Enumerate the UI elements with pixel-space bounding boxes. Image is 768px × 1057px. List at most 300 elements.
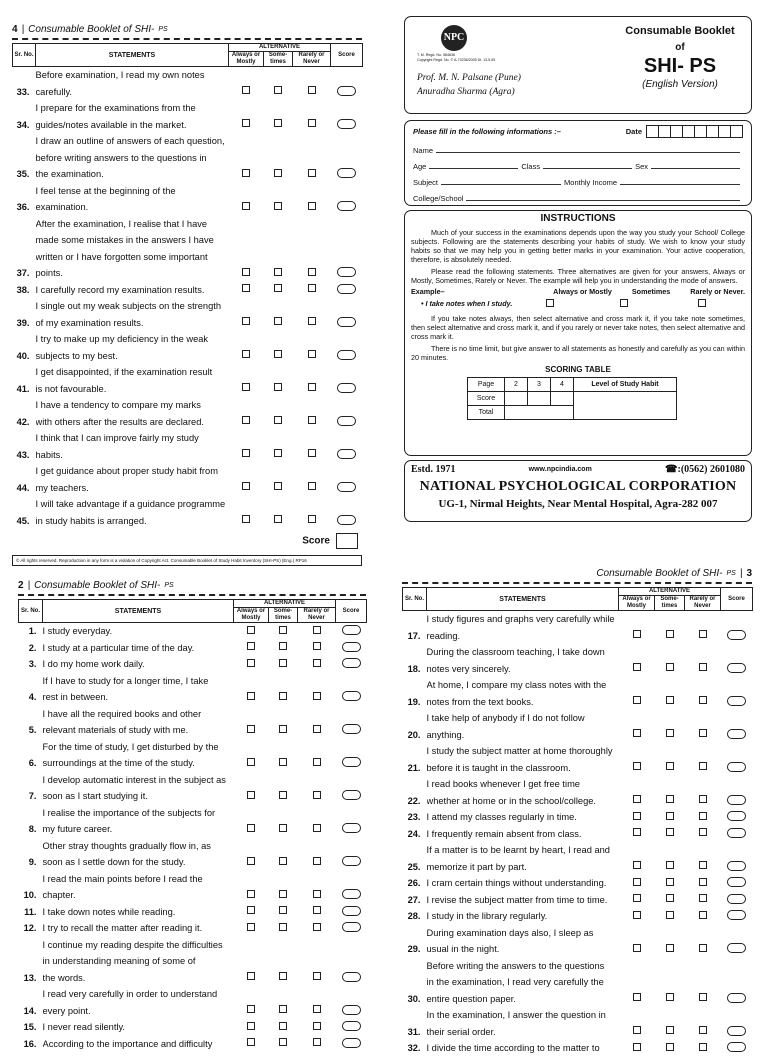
checkbox-sometimes[interactable] [279, 758, 287, 766]
score-oval[interactable] [337, 416, 356, 426]
score-oval[interactable] [342, 856, 361, 866]
checkbox-sometimes[interactable] [279, 972, 287, 980]
score-oval[interactable] [727, 630, 746, 640]
authors [417, 71, 521, 99]
checkbox-always[interactable] [242, 449, 250, 457]
option-cell [655, 644, 685, 677]
question-text [427, 809, 619, 826]
checkbox-always[interactable] [633, 630, 641, 638]
checkbox-sometimes[interactable] [279, 923, 287, 931]
checkbox-always[interactable] [247, 791, 255, 799]
score-oval[interactable] [342, 625, 361, 635]
checkbox-sometimes[interactable] [279, 659, 287, 667]
checkbox-always[interactable] [247, 824, 255, 832]
publisher-name: NATIONAL PSYCHOLOGICAL CORPORATION [419, 479, 737, 494]
score-oval[interactable] [727, 696, 746, 706]
checkbox-sometimes[interactable] [666, 762, 674, 770]
score-cell [336, 838, 367, 871]
checkbox-rarely[interactable] [699, 911, 707, 919]
question-line: I have all the required books and other [42, 708, 202, 719]
checkbox-rarely[interactable] [699, 1026, 707, 1034]
score-oval[interactable] [727, 663, 746, 673]
score-oval[interactable] [727, 993, 746, 1003]
checkbox-always[interactable] [633, 663, 641, 671]
example-checkbox-always[interactable] [546, 299, 554, 307]
option-cell [655, 925, 685, 958]
question-row [13, 298, 363, 331]
score-oval[interactable] [342, 642, 361, 652]
rarely-header: Rarely or Never [685, 596, 721, 611]
question-line: entire question paper. [426, 993, 516, 1004]
checkbox-rarely[interactable] [313, 824, 321, 832]
score-oval[interactable] [727, 1026, 746, 1036]
score-oval[interactable] [337, 350, 356, 360]
checkbox-always[interactable] [633, 861, 641, 869]
sometimes-header: Some- times [655, 596, 685, 611]
question-text [36, 282, 229, 299]
checkbox-sometimes[interactable] [279, 1038, 287, 1046]
checkbox-rarely[interactable] [313, 1022, 321, 1030]
checkbox-sometimes[interactable] [666, 861, 674, 869]
checkbox-sometimes[interactable] [274, 482, 282, 490]
checkbox-always[interactable] [247, 923, 255, 931]
checkbox-always[interactable] [247, 857, 255, 865]
question-line: Before writing the answers to the questions [426, 960, 605, 971]
checkbox-always[interactable] [242, 119, 250, 127]
checkbox-sometimes[interactable] [279, 642, 287, 650]
checkbox-always[interactable] [242, 383, 250, 391]
checkbox-always[interactable] [247, 725, 255, 733]
score-oval[interactable] [727, 894, 746, 904]
checkbox-rarely[interactable] [313, 923, 321, 931]
score-cell [721, 908, 753, 925]
question-row [403, 776, 753, 809]
question-line: If I have to study for a longer time, I take [42, 675, 209, 686]
author-2: Anuradha Sharma (Agra) [417, 87, 515, 97]
score-oval[interactable] [342, 691, 361, 701]
checkbox-rarely[interactable] [699, 1043, 707, 1051]
checkbox-rarely[interactable] [313, 642, 321, 650]
question-line: I realise the importance of the subjects for [42, 807, 216, 818]
option-cell [229, 496, 264, 529]
checkbox-always[interactable] [633, 894, 641, 902]
checkbox-rarely[interactable] [308, 202, 316, 210]
option-cell [264, 463, 293, 496]
checkbox-always[interactable] [242, 169, 250, 177]
checkbox-sometimes[interactable] [274, 515, 282, 523]
score-cell-4[interactable] [551, 392, 574, 406]
checkbox-sometimes[interactable] [279, 824, 287, 832]
checkbox-always[interactable] [633, 762, 641, 770]
question-line: before writing answers to the questions in [35, 152, 207, 163]
income-field[interactable] [620, 184, 740, 185]
checkbox-always[interactable] [633, 1026, 641, 1034]
question-row [403, 842, 753, 875]
score-oval[interactable] [342, 1038, 361, 1048]
checkbox-sometimes[interactable] [666, 878, 674, 886]
checkbox-rarely[interactable] [313, 758, 321, 766]
score-oval[interactable] [342, 1005, 361, 1015]
option-cell [685, 892, 721, 909]
class-field[interactable] [543, 168, 632, 169]
score-oval[interactable] [727, 1042, 746, 1052]
question-line: their serial order. [426, 1026, 496, 1037]
question-number: 16. [23, 1038, 37, 1049]
question-number: 36. [16, 202, 30, 212]
score-cell [336, 1036, 367, 1053]
page-2 [18, 578, 366, 1052]
score-cell-3[interactable] [528, 392, 551, 406]
question-number: 2. [28, 642, 37, 653]
score-oval[interactable] [342, 790, 361, 800]
subject-field[interactable] [441, 184, 561, 185]
question-number: 19. [407, 696, 421, 707]
checkbox-always[interactable] [242, 482, 250, 490]
checkbox-always[interactable] [633, 993, 641, 1001]
instruction-para-2: Please read the following statements. Three alternatives are given for your answers, Always or Mostly, Sometimes, Rarely or Never. The example will help you in understanding the mode of answers. [411, 267, 745, 285]
checkbox-sometimes[interactable] [666, 795, 674, 803]
checkbox-sometimes[interactable] [666, 944, 674, 952]
option-cell [269, 656, 298, 673]
checkbox-always[interactable] [247, 890, 255, 898]
score-oval[interactable] [337, 515, 356, 525]
score-oval[interactable] [337, 201, 356, 211]
question-line: soon as I start studying it. [42, 791, 148, 801]
question-line: reading. [426, 630, 461, 641]
option-cell [234, 739, 269, 772]
checkbox-always[interactable] [242, 416, 250, 424]
score-cell [721, 743, 753, 776]
checkbox-always[interactable] [633, 812, 641, 820]
checkbox-rarely[interactable] [313, 1038, 321, 1046]
score-oval[interactable] [337, 86, 356, 96]
page-header: Consumable Booklet of SHI- PS | 3 [596, 567, 752, 579]
option-cell [264, 100, 293, 133]
checkbox-always[interactable] [247, 659, 255, 667]
checkbox-sometimes[interactable] [274, 119, 282, 127]
name-field[interactable] [413, 139, 743, 155]
college-field[interactable] [413, 187, 743, 203]
checkbox-sometimes[interactable] [666, 911, 674, 919]
sex-field[interactable] [651, 168, 740, 169]
checkbox-always[interactable] [633, 1043, 641, 1051]
score-oval[interactable] [337, 284, 356, 294]
checkbox-sometimes[interactable] [666, 993, 674, 1001]
checkbox-rarely[interactable] [308, 284, 316, 292]
checkbox-rarely[interactable] [699, 795, 707, 803]
scoring-table [467, 377, 677, 420]
question-number: 31. [407, 1026, 421, 1037]
checkbox-rarely[interactable] [699, 894, 707, 902]
score-cell [336, 739, 367, 772]
score-header: Score [336, 600, 367, 623]
checkbox-rarely[interactable] [308, 317, 316, 325]
example-checkbox-sometimes[interactable] [620, 299, 628, 307]
option-cell [269, 739, 298, 772]
checkbox-always[interactable] [247, 1022, 255, 1030]
question-row [13, 183, 363, 216]
checkbox-sometimes[interactable] [279, 890, 287, 898]
checkbox-sometimes[interactable] [666, 630, 674, 638]
score-oval[interactable] [727, 877, 746, 887]
question-row [13, 496, 363, 529]
score-oval[interactable] [342, 972, 361, 982]
question-row [403, 710, 753, 743]
question-line: According to the importance and difficulty [42, 1038, 213, 1049]
score-cell [721, 925, 753, 958]
checkbox-rarely[interactable] [699, 762, 707, 770]
checkbox-sometimes[interactable] [279, 857, 287, 865]
copyright-footer: © All rights reserved. Reproduction in any form is a violation of Copyright Act. Consumable Booklet of Study Habit Inventory (SHI-PS) (Eng.) RP16 [12, 555, 362, 566]
statements-header: STATEMENTS [427, 588, 619, 611]
checkbox-rarely[interactable] [699, 812, 707, 820]
score-oval[interactable] [727, 795, 746, 805]
score-cell [721, 809, 753, 826]
score-oval[interactable] [337, 317, 356, 327]
checkbox-rarely[interactable] [313, 972, 321, 980]
checkbox-rarely[interactable] [699, 630, 707, 638]
date-boxes[interactable] [646, 125, 743, 138]
score-oval[interactable] [727, 861, 746, 871]
checkbox-always[interactable] [633, 795, 641, 803]
question-text [36, 397, 229, 430]
checkbox-always[interactable] [633, 878, 641, 886]
question-line: During the classroom teaching, I take down [426, 647, 605, 657]
option-cell [269, 986, 298, 1019]
checkbox-sometimes[interactable] [279, 725, 287, 733]
question-row [19, 1019, 367, 1036]
checkbox-sometimes[interactable] [274, 416, 282, 424]
score-box[interactable] [336, 533, 358, 549]
checkbox-rarely[interactable] [699, 729, 707, 737]
checkbox-always[interactable] [247, 642, 255, 650]
checkbox-always[interactable] [633, 828, 641, 836]
score-oval[interactable] [342, 889, 361, 899]
checkbox-sometimes[interactable] [274, 202, 282, 210]
checkbox-sometimes[interactable] [279, 626, 287, 634]
age-field[interactable] [429, 168, 518, 169]
checkbox-always[interactable] [242, 317, 250, 325]
registration-info [417, 53, 495, 62]
checkbox-rarely[interactable] [699, 663, 707, 671]
question-number: 10. [23, 890, 37, 900]
question-line: usual in the night. [426, 944, 500, 954]
score-header: Score [721, 588, 753, 611]
checkbox-rarely[interactable] [308, 515, 316, 523]
question-line: I think that I can improve fairly my study habits. [35, 433, 199, 460]
checkbox-always[interactable] [247, 1005, 255, 1013]
checkbox-always[interactable] [242, 86, 250, 94]
question-text [427, 842, 619, 875]
score-oval[interactable] [727, 910, 746, 920]
checkbox-rarely[interactable] [313, 1005, 321, 1013]
question-line: If a matter is to be learnt by heart, I read and [426, 845, 610, 855]
checkbox-sometimes[interactable] [279, 791, 287, 799]
checkbox-rarely[interactable] [699, 861, 707, 869]
checkbox-always[interactable] [242, 515, 250, 523]
checkbox-rarely[interactable] [313, 725, 321, 733]
checkbox-sometimes[interactable] [274, 317, 282, 325]
checkbox-always[interactable] [247, 972, 255, 980]
checkbox-sometimes[interactable] [274, 284, 282, 292]
checkbox-sometimes[interactable] [274, 169, 282, 177]
checkbox-always[interactable] [242, 268, 250, 276]
checkbox-rarely[interactable] [313, 857, 321, 865]
score-cell-2[interactable] [505, 392, 528, 406]
checkbox-always[interactable] [247, 758, 255, 766]
question-text [36, 496, 229, 529]
checkbox-rarely[interactable] [313, 791, 321, 799]
checkbox-sometimes[interactable] [666, 1043, 674, 1051]
question-line: before it is taught in the classroom. [426, 762, 571, 773]
checkbox-sometimes[interactable] [279, 692, 287, 700]
total-cell[interactable] [505, 406, 574, 420]
checkbox-always[interactable] [247, 626, 255, 634]
checkbox-sometimes[interactable] [666, 894, 674, 902]
score-oval[interactable] [342, 906, 361, 916]
checkbox-always[interactable] [242, 284, 250, 292]
checkbox-rarely[interactable] [313, 659, 321, 667]
score-oval[interactable] [337, 119, 356, 129]
checkbox-always[interactable] [633, 944, 641, 952]
checkbox-sometimes[interactable] [279, 906, 287, 914]
question-number: 40. [16, 350, 30, 361]
score-oval[interactable] [337, 168, 356, 178]
author-1: Prof. M. N. Palsane (Pune) [417, 73, 521, 83]
checkbox-sometimes[interactable] [274, 350, 282, 358]
checkbox-rarely[interactable] [308, 482, 316, 490]
score-oval[interactable] [342, 922, 361, 932]
score-oval[interactable] [337, 482, 356, 492]
question-line: Other stray thoughts gradually flow in, as [42, 840, 211, 851]
checkbox-rarely[interactable] [308, 416, 316, 424]
question-line: I study in the library regularly. [426, 911, 548, 921]
checkbox-sometimes[interactable] [666, 663, 674, 671]
score-oval[interactable] [342, 658, 361, 668]
rarely-header: Rarely or Never [298, 608, 336, 623]
score-oval[interactable] [337, 383, 356, 393]
option-cell [269, 838, 298, 871]
checkbox-sometimes[interactable] [274, 383, 282, 391]
score-oval[interactable] [337, 267, 356, 277]
score-oval[interactable] [727, 762, 746, 772]
option-cell [298, 739, 336, 772]
question-row [403, 809, 753, 826]
checkbox-always[interactable] [247, 1038, 255, 1046]
checkbox-rarely[interactable] [313, 692, 321, 700]
question-text [43, 920, 234, 937]
checkbox-sometimes[interactable] [279, 1005, 287, 1013]
question-line: I try to make up my deficiency in the weak [35, 334, 209, 344]
option-cell [264, 282, 293, 299]
checkbox-sometimes[interactable] [274, 86, 282, 94]
checkbox-rarely[interactable] [313, 906, 321, 914]
checkbox-sometimes[interactable] [666, 1026, 674, 1034]
checkbox-always[interactable] [242, 350, 250, 358]
checkbox-rarely[interactable] [699, 696, 707, 704]
rarely-header: Rarely or Never [293, 52, 331, 67]
option-cell [655, 826, 685, 843]
checkbox-always[interactable] [247, 692, 255, 700]
score-oval[interactable] [727, 729, 746, 739]
checkbox-always[interactable] [633, 911, 641, 919]
score-oval[interactable] [342, 724, 361, 734]
option-cell [298, 1019, 336, 1036]
checkbox-rarely[interactable] [699, 993, 707, 1001]
level-cell[interactable] [574, 392, 677, 420]
question-line: I develop automatic interest in the subject as [42, 774, 226, 785]
score-oval[interactable] [342, 823, 361, 833]
cover-of: of [675, 42, 685, 53]
question-row [403, 925, 753, 958]
checkbox-always[interactable] [633, 696, 641, 704]
option-cell [293, 282, 331, 299]
score-oval[interactable] [342, 757, 361, 767]
checkbox-sometimes[interactable] [279, 1022, 287, 1030]
checkbox-always[interactable] [247, 906, 255, 914]
score-oval[interactable] [342, 1021, 361, 1031]
option-cell [655, 1040, 685, 1057]
scoring-col-3: 3 [528, 378, 551, 392]
question-number: 1. [28, 626, 37, 636]
checkbox-sometimes[interactable] [666, 812, 674, 820]
question-number: 25. [407, 861, 421, 872]
checkbox-rarely[interactable] [313, 626, 321, 634]
option-cell [229, 430, 264, 463]
score-cell [336, 623, 367, 640]
score-oval[interactable] [727, 828, 746, 838]
option-cell [655, 710, 685, 743]
checkbox-rarely[interactable] [313, 890, 321, 898]
question-line: notes from the text books. [426, 696, 534, 707]
option-cell [655, 875, 685, 892]
checkbox-rarely[interactable] [308, 383, 316, 391]
question-text [427, 908, 619, 925]
checkbox-rarely[interactable] [308, 169, 316, 177]
checkbox-sometimes[interactable] [666, 729, 674, 737]
question-text [427, 1040, 619, 1057]
checkbox-sometimes[interactable] [666, 696, 674, 704]
question-row [19, 772, 367, 805]
checkbox-rarely[interactable] [308, 268, 316, 276]
page-number: 2 [18, 579, 24, 591]
fill-heading: Please fill in the following informations :– [413, 126, 561, 136]
score-cell [721, 611, 753, 645]
checkbox-sometimes[interactable] [274, 449, 282, 457]
checkbox-sometimes[interactable] [274, 268, 282, 276]
checkbox-always[interactable] [633, 729, 641, 737]
question-number: 12. [23, 923, 37, 933]
checkbox-rarely[interactable] [699, 828, 707, 836]
checkbox-sometimes[interactable] [666, 828, 674, 836]
checkbox-always[interactable] [242, 202, 250, 210]
checkbox-rarely[interactable] [308, 449, 316, 457]
score-oval[interactable] [337, 449, 356, 459]
option-cell [293, 133, 331, 183]
checkbox-rarely[interactable] [699, 944, 707, 952]
question-line: my teachers. [35, 482, 89, 493]
question-number: 15. [23, 1022, 37, 1032]
score-oval[interactable] [727, 943, 746, 953]
checkbox-rarely[interactable] [308, 86, 316, 94]
scoring-col-2: 2 [505, 378, 528, 392]
score-oval[interactable] [727, 811, 746, 821]
example-checkbox-rarely[interactable] [698, 299, 706, 307]
option-cell [619, 809, 655, 826]
checkbox-rarely[interactable] [308, 119, 316, 127]
checkbox-rarely[interactable] [699, 878, 707, 886]
checkbox-rarely[interactable] [308, 350, 316, 358]
